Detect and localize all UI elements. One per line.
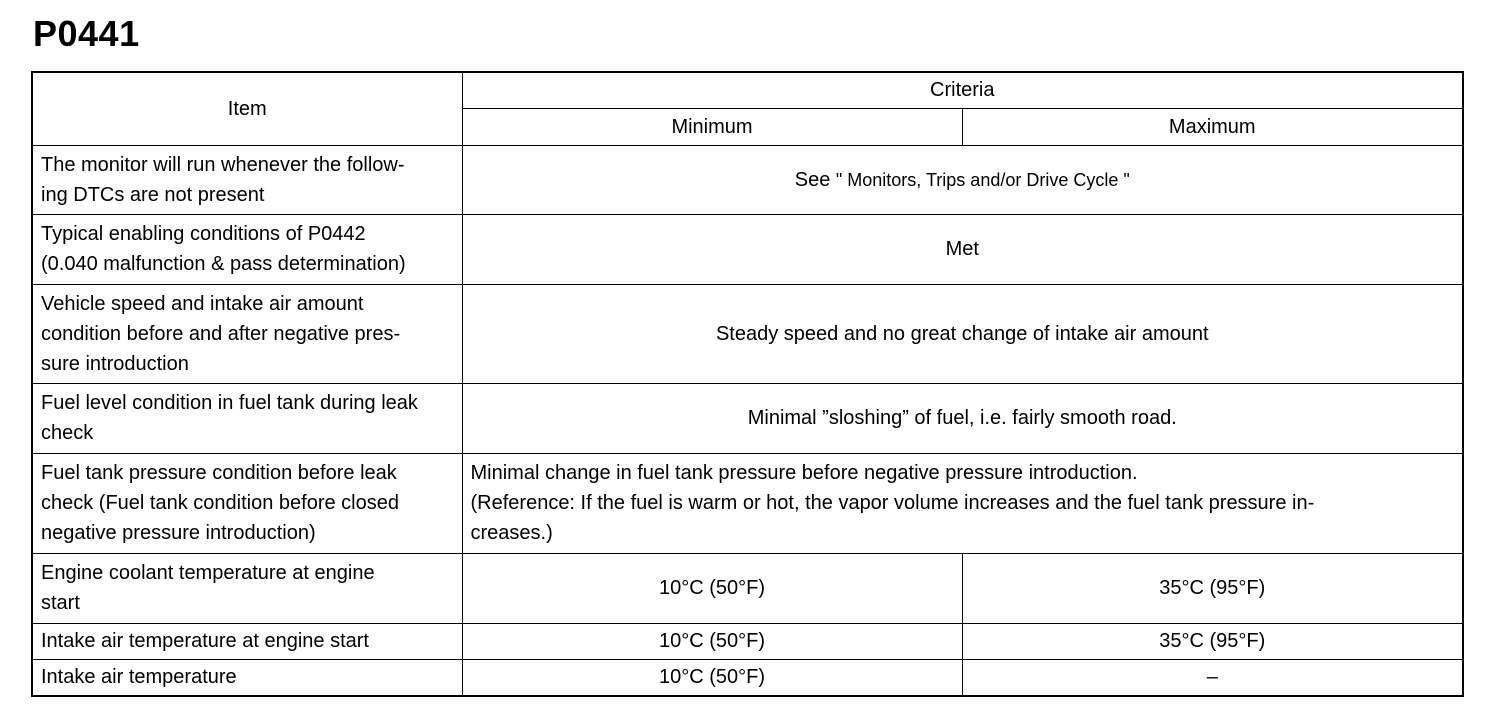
row-criteria — [462, 145, 1463, 214]
criteria-line: (Reference: If the fuel is warm or hot, the vapor volume increases and the fuel tank pressure in- — [470, 492, 1315, 514]
criteria-line: Minimal change in fuel tank pressure before negative pressure introduction. — [470, 462, 1138, 484]
item-line: check — [41, 422, 94, 444]
table-row — [32, 659, 1463, 696]
item-line: Vehicle speed and intake air amount — [41, 292, 364, 315]
row-item — [32, 214, 462, 284]
item-line: Engine coolant temperature at engine — [41, 562, 375, 584]
header-minimum: Minimum — [462, 108, 962, 145]
item-line: check (Fuel tank condition before closed — [41, 492, 399, 514]
criteria-table — [31, 71, 1464, 697]
row-maximum: 35°C (95°F) — [962, 553, 1463, 623]
criteria-reference: " Monitors, Trips and/or Drive Cycle " — [835, 169, 1130, 190]
row-criteria: Steady speed and no great change of intake air amount — [462, 284, 1463, 383]
row-item — [32, 453, 462, 553]
row-minimum: 10°C (50°F) — [462, 659, 962, 696]
item-line: Fuel tank pressure condition before leak — [41, 462, 397, 484]
row-item — [32, 383, 462, 453]
table-row — [32, 553, 1463, 623]
row-criteria: Minimal ”sloshing” of fuel, i.e. fairly smooth road. — [462, 383, 1463, 453]
table-row — [32, 453, 1463, 553]
page-title: P0441 — [33, 13, 140, 54]
row-maximum: 35°C (95°F) — [962, 623, 1463, 659]
row-minimum: 10°C (50°F) — [462, 623, 962, 659]
item-line: The monitor will run whenever the follow- — [41, 153, 405, 176]
row-minimum: 10°C (50°F) — [462, 553, 962, 623]
table-row — [32, 284, 1463, 383]
item-line: condition before and after negative pres- — [41, 322, 401, 345]
item-line: ing DTCs are not present — [41, 183, 265, 206]
header-maximum: Maximum — [962, 108, 1463, 145]
criteria-prefix: See — [794, 168, 836, 191]
row-criteria — [462, 453, 1463, 553]
row-item — [32, 284, 462, 383]
row-criteria: Met — [462, 214, 1463, 284]
item-line: start — [41, 592, 80, 614]
table-header-row — [32, 72, 1463, 108]
table-row — [32, 623, 1463, 659]
item-line: negative pressure introduction) — [41, 522, 316, 544]
row-item: Intake air temperature — [32, 659, 462, 696]
row-item: Intake air temperature at engine start — [32, 623, 462, 659]
item-line: sure introduction — [41, 352, 189, 375]
item-line: Fuel level condition in fuel tank during leak — [41, 392, 418, 414]
item-line: Typical enabling conditions of P0442 — [41, 223, 366, 245]
table-row — [32, 214, 1463, 284]
header-criteria: Criteria — [462, 72, 1463, 108]
item-line: (0.040 malfunction & pass determination) — [41, 253, 406, 275]
row-item — [32, 145, 462, 214]
table-row — [32, 145, 1463, 214]
header-item: Item — [32, 72, 462, 145]
row-item — [32, 553, 462, 623]
table-row — [32, 383, 1463, 453]
row-maximum: – — [962, 659, 1463, 696]
criteria-line: creases.) — [470, 522, 553, 544]
